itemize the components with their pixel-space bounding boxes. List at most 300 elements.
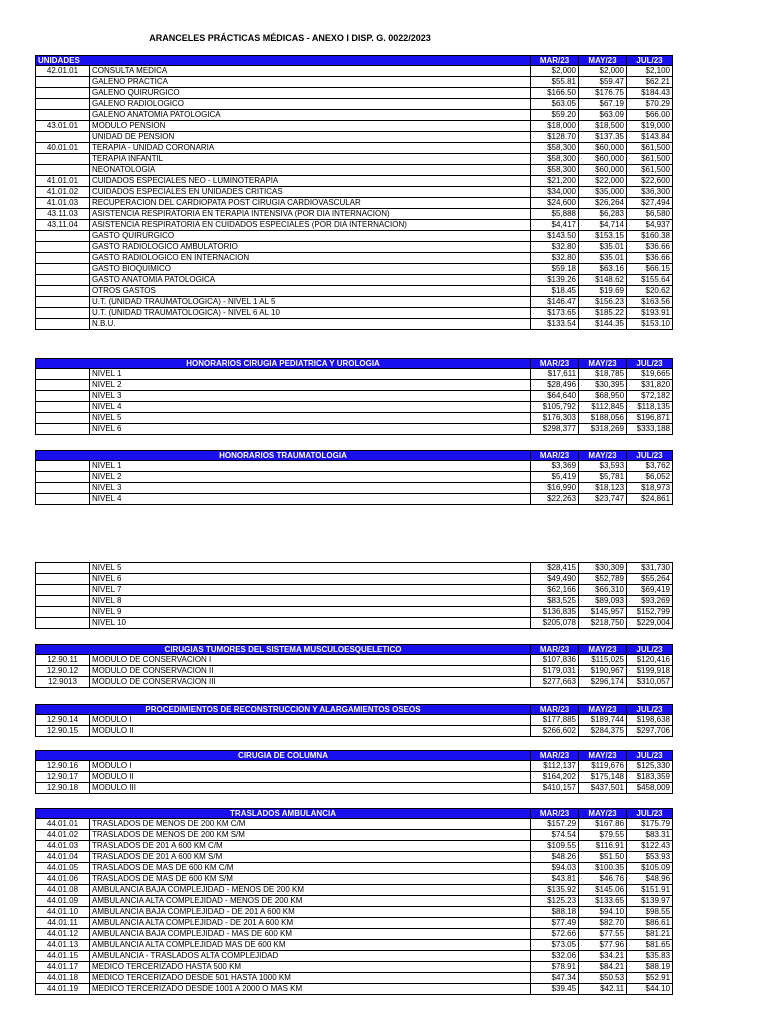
price-mar23: $157.29 (531, 819, 579, 830)
table-row (36, 863, 673, 874)
practice-code: 12.9013 (36, 677, 90, 688)
table-row (36, 165, 673, 176)
practice-description: NIVEL 6 (90, 424, 531, 435)
price-mar23: $28,415 (531, 563, 579, 574)
price-may23: $68,950 (579, 391, 627, 402)
price-mar23: $21,200 (531, 176, 579, 187)
price-mar23: $34,000 (531, 187, 579, 198)
price-may23: $77.55 (579, 929, 627, 940)
price-may23: $189,744 (579, 715, 627, 726)
price-jul23: $139.97 (627, 896, 673, 907)
price-jul23: $333,188 (627, 424, 673, 435)
price-may23: $51.50 (579, 852, 627, 863)
price-mar23: $58,300 (531, 154, 579, 165)
table-row (36, 918, 673, 929)
period-header: MAR/23 (531, 645, 579, 655)
price-mar23: $22,263 (531, 494, 579, 505)
practice-code (36, 618, 90, 629)
price-mar23: $72.66 (531, 929, 579, 940)
price-mar23: $47.34 (531, 973, 579, 984)
period-header: MAR/23 (531, 451, 579, 461)
price-mar23: $166.50 (531, 88, 579, 99)
table-row (36, 198, 673, 209)
practice-code: 43.11.04 (36, 220, 90, 231)
table-title: TRASLADOS AMBULANCIA (36, 809, 531, 819)
price-may23: $34.21 (579, 951, 627, 962)
price-jul23: $52.91 (627, 973, 673, 984)
table-title: PROCEDIMIENTOS DE RECONSTRUCCION Y ALARGAMIENTOS OSEOS (36, 705, 531, 715)
table-title: UNIDADES (36, 56, 531, 66)
price-mar23: $32.06 (531, 951, 579, 962)
practice-description: MEDICO TERCERIZADO DESDE 1001 A 2000 O MAS KM (90, 984, 531, 995)
price-jul23: $18,973 (627, 483, 673, 494)
table-row (36, 574, 673, 585)
price-jul23: $93,269 (627, 596, 673, 607)
price-mar23: $298,377 (531, 424, 579, 435)
practice-code (36, 132, 90, 143)
practice-code (36, 99, 90, 110)
price-may23: $67.19 (579, 99, 627, 110)
practice-code (36, 424, 90, 435)
price-may23: $18,500 (579, 121, 627, 132)
practice-code (36, 402, 90, 413)
practice-code: 44.01.18 (36, 973, 90, 984)
price-may23: $23,747 (579, 494, 627, 505)
practice-code: 12.90.14 (36, 715, 90, 726)
price-jul23: $151.91 (627, 885, 673, 896)
price-may23: $82.70 (579, 918, 627, 929)
practice-code (36, 286, 90, 297)
practice-code (36, 308, 90, 319)
price-may23: $112,845 (579, 402, 627, 413)
price-jul23: $120,416 (627, 655, 673, 666)
practice-code (36, 88, 90, 99)
price-jul23: $199,918 (627, 666, 673, 677)
price-may23: $188,056 (579, 413, 627, 424)
price-may23: $148.62 (579, 275, 627, 286)
price-jul23: $98.55 (627, 907, 673, 918)
price-jul23: $153.10 (627, 319, 673, 330)
table-title: CIRUGIAS TUMORES DEL SISTEMA MUSCULOESQUELETICO (36, 645, 531, 655)
period-header: MAY/23 (579, 645, 627, 655)
practice-code (36, 154, 90, 165)
price-jul23: $66.15 (627, 264, 673, 275)
practice-description: NIVEL 10 (90, 618, 531, 629)
price-mar23: $177,885 (531, 715, 579, 726)
price-jul23: $193.91 (627, 308, 673, 319)
price-may23: $144.35 (579, 319, 627, 330)
price-may23: $60,000 (579, 154, 627, 165)
table-row (36, 380, 673, 391)
price-may23: $35.01 (579, 242, 627, 253)
period-header: MAR/23 (531, 56, 579, 66)
traumatologia-continuation-table (35, 562, 673, 629)
price-mar23: $39.45 (531, 984, 579, 995)
price-mar23: $28,496 (531, 380, 579, 391)
practice-description: CONSULTA MEDICA (90, 66, 531, 77)
practice-code: 44.01.04 (36, 852, 90, 863)
price-may23: $30,395 (579, 380, 627, 391)
practice-code: 43.11.03 (36, 209, 90, 220)
practice-description: GALENO PRACTICA (90, 77, 531, 88)
price-may23: $18,123 (579, 483, 627, 494)
table-row (36, 220, 673, 231)
practice-code: 44.01.08 (36, 885, 90, 896)
table-row (36, 907, 673, 918)
price-mar23: $135.92 (531, 885, 579, 896)
table-title: CIRUGIA DE COLUMNA (36, 751, 531, 761)
practice-description: NIVEL 2 (90, 380, 531, 391)
practice-description: GASTO ANATOMIA PATOLOGICA (90, 275, 531, 286)
price-jul23: $175.79 (627, 819, 673, 830)
period-header: MAY/23 (579, 751, 627, 761)
price-may23: $89,093 (579, 596, 627, 607)
practice-code: 44.01.13 (36, 940, 90, 951)
price-may23: $133.65 (579, 896, 627, 907)
practice-description: TRASLADOS DE MENOS DE 200 KM S/M (90, 830, 531, 841)
practice-description: TRASLADOS DE MAS DE 600 KM C/M (90, 863, 531, 874)
price-may23: $63.16 (579, 264, 627, 275)
price-mar23: $112,137 (531, 761, 579, 772)
price-jul23: $19,000 (627, 121, 673, 132)
price-may23: $119,676 (579, 761, 627, 772)
table-row (36, 209, 673, 220)
practice-code: 40.01.01 (36, 143, 90, 154)
practice-code: 12.90.12 (36, 666, 90, 677)
price-mar23: $18.45 (531, 286, 579, 297)
price-mar23: $55.81 (531, 77, 579, 88)
table-row (36, 819, 673, 830)
table-row (36, 308, 673, 319)
price-may23: $35,000 (579, 187, 627, 198)
practice-code: 12.90.11 (36, 655, 90, 666)
price-may23: $19.69 (579, 286, 627, 297)
practice-code: 12.90.16 (36, 761, 90, 772)
cirugias-tumores-del-sistema-musculoesqueletico-table (35, 644, 673, 688)
period-header: JUL/23 (627, 809, 673, 819)
price-jul23: $81.65 (627, 940, 673, 951)
table-row (36, 424, 673, 435)
practice-code: 44.01.19 (36, 984, 90, 995)
practice-description: GALENO QUIRURGICO (90, 88, 531, 99)
table-row (36, 275, 673, 286)
price-jul23: $24,861 (627, 494, 673, 505)
price-may23: $5,781 (579, 472, 627, 483)
price-jul23: $155.64 (627, 275, 673, 286)
table-row (36, 830, 673, 841)
price-may23: $94.10 (579, 907, 627, 918)
practice-code (36, 494, 90, 505)
practice-code: 44.01.01 (36, 819, 90, 830)
price-mar23: $179,031 (531, 666, 579, 677)
practice-code: 44.01.10 (36, 907, 90, 918)
price-may23: $22,000 (579, 176, 627, 187)
table-row (36, 618, 673, 629)
practice-description: GASTO RADIOLOGICO AMBULATORIO (90, 242, 531, 253)
period-header: MAY/23 (579, 451, 627, 461)
price-jul23: $3,762 (627, 461, 673, 472)
price-may23: $100.35 (579, 863, 627, 874)
price-jul23: $196,871 (627, 413, 673, 424)
price-may23: $185.22 (579, 308, 627, 319)
table-row (36, 66, 673, 77)
price-may23: $176.75 (579, 88, 627, 99)
price-may23: $4,714 (579, 220, 627, 231)
table-row (36, 231, 673, 242)
table-row (36, 677, 673, 688)
table-row (36, 176, 673, 187)
price-may23: $115,025 (579, 655, 627, 666)
price-may23: $46.76 (579, 874, 627, 885)
practice-description: NIVEL 5 (90, 563, 531, 574)
price-may23: $167.86 (579, 819, 627, 830)
price-jul23: $69,419 (627, 585, 673, 596)
table-row (36, 369, 673, 380)
price-mar23: $143.50 (531, 231, 579, 242)
period-header: MAR/23 (531, 809, 579, 819)
price-mar23: $4,417 (531, 220, 579, 231)
practice-description: TERAPIA - UNIDAD CORONARIA (90, 143, 531, 154)
table-row (36, 929, 673, 940)
price-may23: $66,310 (579, 585, 627, 596)
practice-description: NIVEL 4 (90, 494, 531, 505)
price-may23: $437,501 (579, 783, 627, 794)
table-row (36, 483, 673, 494)
practice-code: 42.01.01 (36, 66, 90, 77)
price-may23: $42.11 (579, 984, 627, 995)
practice-description: MODULO I (90, 715, 531, 726)
practice-description: NIVEL 2 (90, 472, 531, 483)
price-mar23: $18,000 (531, 121, 579, 132)
practice-code (36, 77, 90, 88)
price-jul23: $36.66 (627, 253, 673, 264)
price-mar23: $78.91 (531, 962, 579, 973)
price-may23: $6,283 (579, 209, 627, 220)
price-jul23: $6,052 (627, 472, 673, 483)
period-header: JUL/23 (627, 451, 673, 461)
practice-code: 44.01.05 (36, 863, 90, 874)
price-mar23: $205,078 (531, 618, 579, 629)
table-row (36, 585, 673, 596)
practice-description: TRASLADOS DE 201 A 600 KM S/M (90, 852, 531, 863)
practice-code: 44.01.11 (36, 918, 90, 929)
practice-code: 43.01.01 (36, 121, 90, 132)
practice-description: MODULO I (90, 761, 531, 772)
price-jul23: $6,580 (627, 209, 673, 220)
price-mar23: $58,300 (531, 143, 579, 154)
practice-code (36, 596, 90, 607)
practice-description: NIVEL 1 (90, 461, 531, 472)
price-jul23: $48.96 (627, 874, 673, 885)
table-row (36, 264, 673, 275)
price-jul23: $152,799 (627, 607, 673, 618)
price-mar23: $136,835 (531, 607, 579, 618)
practice-code (36, 391, 90, 402)
price-mar23: $32.80 (531, 242, 579, 253)
document-title: ARANCELES PRÁCTICAS MÉDICAS - ANEXO I DISP. G. 0022/2023 (149, 33, 431, 43)
table-row (36, 984, 673, 995)
price-may23: $3,593 (579, 461, 627, 472)
price-may23: $60,000 (579, 143, 627, 154)
practice-description: MEDICO TERCERIZADO DESDE 501 HASTA 1000 KM (90, 973, 531, 984)
cirugia-de-columna-table (35, 750, 673, 794)
price-may23: $52,789 (579, 574, 627, 585)
table-row (36, 187, 673, 198)
price-may23: $26,264 (579, 198, 627, 209)
practice-code (36, 319, 90, 330)
price-may23: $137.35 (579, 132, 627, 143)
price-may23: $145.06 (579, 885, 627, 896)
price-jul23: $55,264 (627, 574, 673, 585)
price-jul23: $61,500 (627, 154, 673, 165)
table-row (36, 286, 673, 297)
price-jul23: $83.31 (627, 830, 673, 841)
table-row (36, 940, 673, 951)
price-may23: $18,785 (579, 369, 627, 380)
table-row (36, 726, 673, 737)
price-mar23: $77.49 (531, 918, 579, 929)
table-row (36, 563, 673, 574)
practice-code: 44.01.02 (36, 830, 90, 841)
table-row (36, 896, 673, 907)
price-jul23: $4,937 (627, 220, 673, 231)
table-row (36, 319, 673, 330)
practice-description: GASTO RADIOLOGICO EN INTERNACION (90, 253, 531, 264)
practice-description: AMBULANCIA - TRASLADOS ALTA COMPLEJIDAD (90, 951, 531, 962)
table-header-row (36, 451, 673, 461)
period-header: JUL/23 (627, 359, 673, 369)
price-mar23: $173.65 (531, 308, 579, 319)
table-row (36, 110, 673, 121)
price-may23: $318,269 (579, 424, 627, 435)
price-may23: $2,000 (579, 66, 627, 77)
price-mar23: $139.26 (531, 275, 579, 286)
price-mar23: $73.05 (531, 940, 579, 951)
price-jul23: $70.29 (627, 99, 673, 110)
honorarios-traumatologia-table (35, 450, 673, 505)
price-may23: $145,957 (579, 607, 627, 618)
table-row (36, 77, 673, 88)
price-jul23: $118,135 (627, 402, 673, 413)
table-row (36, 461, 673, 472)
practice-description: U.T. (UNIDAD TRAUMATOLOGICA) - NIVEL 1 AL 5 (90, 297, 531, 308)
price-jul23: $35.83 (627, 951, 673, 962)
practice-code (36, 461, 90, 472)
price-jul23: $310,057 (627, 677, 673, 688)
price-may23: $59.47 (579, 77, 627, 88)
price-jul23: $105.09 (627, 863, 673, 874)
practice-description: MODULO DE CONSERVACION III (90, 677, 531, 688)
table-header-row (36, 56, 673, 66)
table-row (36, 715, 673, 726)
table-row (36, 772, 673, 783)
price-may23: $116.91 (579, 841, 627, 852)
price-may23: $60,000 (579, 165, 627, 176)
practice-description: AMBULANCIA ALTA COMPLEJIDAD MAS DE 600 KM (90, 940, 531, 951)
practice-code: 44.01.06 (36, 874, 90, 885)
price-jul23: $72,182 (627, 391, 673, 402)
price-mar23: $277,663 (531, 677, 579, 688)
price-mar23: $5,419 (531, 472, 579, 483)
unidades-table (35, 55, 673, 330)
table-header-row (36, 705, 673, 715)
practice-code (36, 563, 90, 574)
price-mar23: $74.54 (531, 830, 579, 841)
price-mar23: $62,166 (531, 585, 579, 596)
price-mar23: $133.54 (531, 319, 579, 330)
price-jul23: $61,500 (627, 143, 673, 154)
price-mar23: $164,202 (531, 772, 579, 783)
table-row (36, 885, 673, 896)
practice-description: MODULO III (90, 783, 531, 794)
table-row (36, 951, 673, 962)
practice-description: NIVEL 5 (90, 413, 531, 424)
table-row (36, 253, 673, 264)
practice-code: 44.01.09 (36, 896, 90, 907)
practice-code (36, 231, 90, 242)
price-mar23: $266,602 (531, 726, 579, 737)
table-row (36, 494, 673, 505)
honorarios-cirugia-pediatrica-y-urologia-table (35, 358, 673, 435)
price-jul23: $229,004 (627, 618, 673, 629)
table-row (36, 99, 673, 110)
practice-description: TRASLADOS DE MAS DE 600 KM S/M (90, 874, 531, 885)
period-header: JUL/23 (627, 705, 673, 715)
price-mar23: $109.55 (531, 841, 579, 852)
table-row (36, 596, 673, 607)
practice-code (36, 369, 90, 380)
practice-description: MODULO DE CONSERVACION I (90, 655, 531, 666)
price-jul23: $36.66 (627, 242, 673, 253)
practice-code (36, 165, 90, 176)
table-row (36, 154, 673, 165)
table-row (36, 607, 673, 618)
practice-description: NIVEL 9 (90, 607, 531, 618)
price-jul23: $297,706 (627, 726, 673, 737)
price-jul23: $2,100 (627, 66, 673, 77)
table-row (36, 655, 673, 666)
table-row (36, 402, 673, 413)
practice-description: RECUPERACION DEL CARDIOPATA POST CIRUGIA CARDIOVASCULAR (90, 198, 531, 209)
price-mar23: $32.80 (531, 253, 579, 264)
price-may23: $30,309 (579, 563, 627, 574)
price-mar23: $176,303 (531, 413, 579, 424)
practice-description: AMBULANCIA BAJA COMPLEJIDAD - MAS DE 600 KM (90, 929, 531, 940)
price-jul23: $183,359 (627, 772, 673, 783)
practice-description: AMBULANCIA ALTA COMPLEJIDAD - DE 201 A 600 KM (90, 918, 531, 929)
price-jul23: $22,600 (627, 176, 673, 187)
price-may23: $77.96 (579, 940, 627, 951)
price-jul23: $122.43 (627, 841, 673, 852)
period-header: MAY/23 (579, 359, 627, 369)
practice-code (36, 380, 90, 391)
traslados-ambulancia-table (35, 808, 673, 995)
practice-description: GALENO ANATOMIA PATOLOGICA (90, 110, 531, 121)
price-may23: $190,967 (579, 666, 627, 677)
table-row (36, 962, 673, 973)
price-mar23: $2,000 (531, 66, 579, 77)
price-mar23: $88.18 (531, 907, 579, 918)
practice-code: 44.01.12 (36, 929, 90, 940)
price-may23: $156.23 (579, 297, 627, 308)
period-header: MAY/23 (579, 56, 627, 66)
table-title: HONORARIOS CIRUGIA PEDIATRICA Y UROLOGIA (36, 359, 531, 369)
price-mar23: $64,640 (531, 391, 579, 402)
practice-code: 44.01.17 (36, 962, 90, 973)
table-title: HONORARIOS TRAUMATOLOGIA (36, 451, 531, 461)
practice-description: TRASLADOS DE 201 A 600 KM C/M (90, 841, 531, 852)
practice-code (36, 585, 90, 596)
